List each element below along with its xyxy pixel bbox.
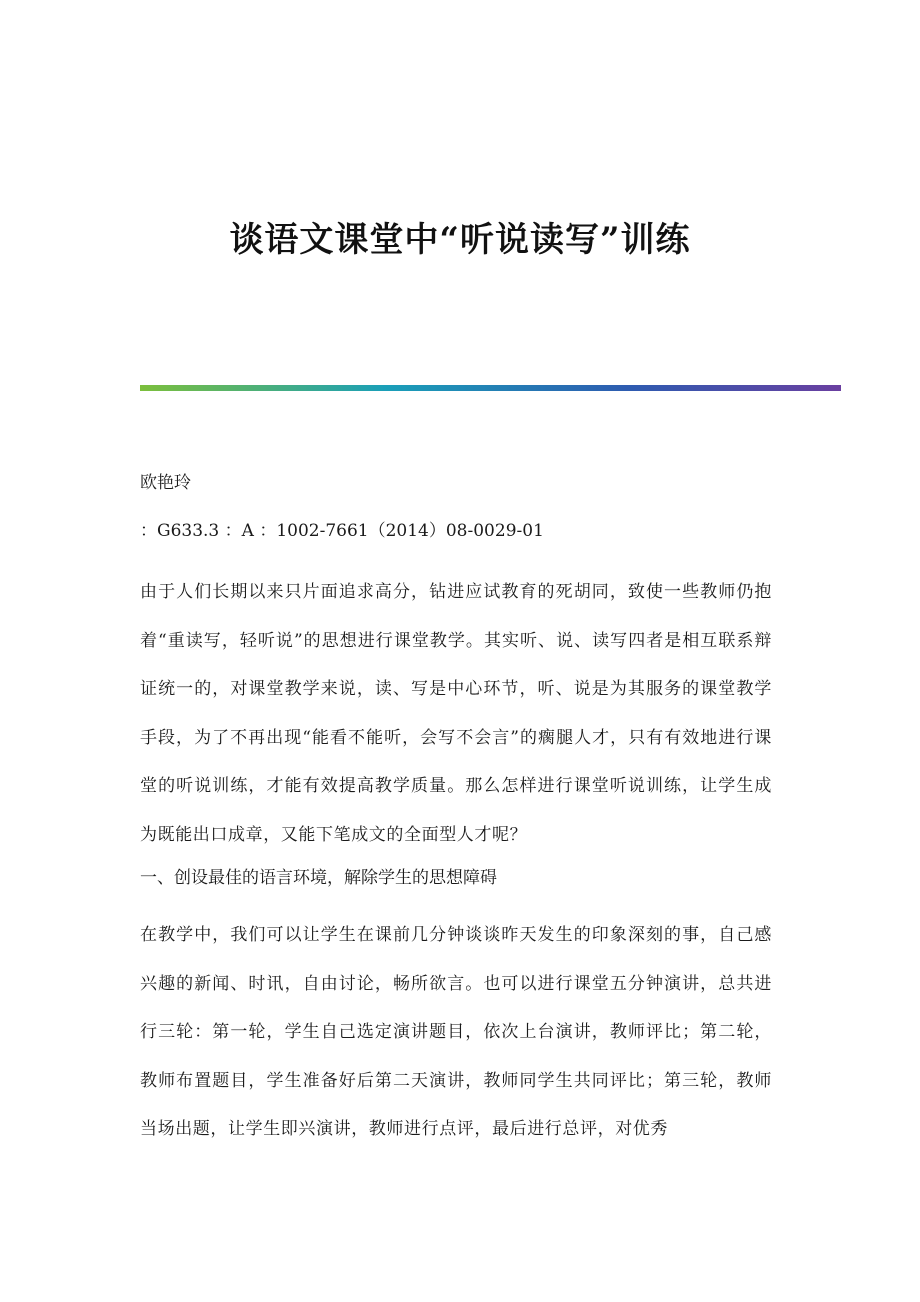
body-paragraph: 由于人们长期以来只片面追求高分，钻进应试教育的死胡同，致使一些教师仍抱着“重读写，轻听说”的思想进行课堂教学。其实听、说、读写四者是相互联系辩证统一的，对课堂教学来说，读、写是中心环节，听、说是为其服务的课堂教学手段，为了不再出现“能看不能听，会写不会言”的瘸腿人才，只有有效地进行课堂的听说训练，才能有效提高教学质量。那么怎样进行课堂听说训练，让学生成为既能出口成章，又能下笔成文的全面型人才呢？ <box>140 582 772 845</box>
classification-info: ：G633.3 ：A ：1002-7661（2014）08-0029-01 <box>140 521 544 541</box>
body-paragraph: 在教学中，我们可以让学生在课前几分钟谈谈昨天发生的印象深刻的事，自己感兴趣的新闻、时讯，自由讨论，畅所欲言。也可以进行课堂五分钟演讲，总共进行三轮：第一轮，学生自己选定演讲题目，依次上台演讲，教师评比；第二轮，教师布置题目，学生准备好后第二天演讲，教师同学生共同评比；第三轮，教师当场出题，让学生即兴演讲，教师进行点评，最后进行总评，对优秀 <box>140 925 772 1139</box>
document-title: 谈语文课堂中“听说读写”训练 <box>229 220 691 260</box>
section-heading: 一、创设最佳的语言环境，解除学生的思想障碍 <box>140 868 497 888</box>
author-name: 欧艳玲 <box>140 473 191 493</box>
title-divider <box>140 385 841 391</box>
document-body <box>140 468 772 1154</box>
